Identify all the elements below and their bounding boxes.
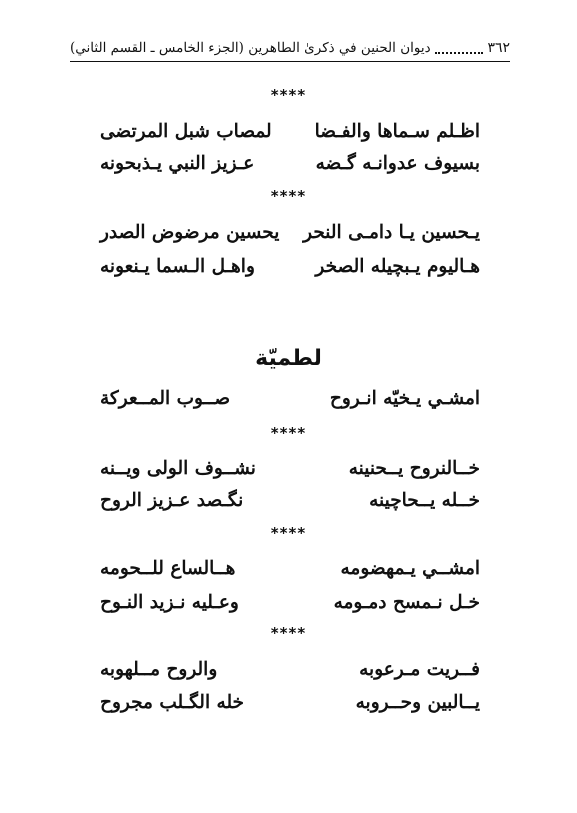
verse-hemistich-left: وعـليه نـزيد النـوح bbox=[100, 591, 239, 613]
verse-hemistich-left: صــوب المــعركة bbox=[100, 387, 231, 409]
verse-hemistich-left: والروح مــلهوبه bbox=[100, 658, 218, 680]
verse-hemistich-left: يحسين مرضوض الصدر bbox=[100, 221, 280, 243]
book-title: ديوان الحنين في ذكرىٰ الطاهرين (الجزء الخامس ـ القسم الثاني) bbox=[70, 39, 431, 56]
verse-line bbox=[100, 587, 480, 617]
verse-hemistich-right: خـل نـمسح دمـومه bbox=[333, 591, 480, 613]
verse-hemistich-right: يــالبين وحــروبه bbox=[355, 691, 480, 713]
header-dot-leader bbox=[435, 42, 484, 54]
stanza-separator: **** bbox=[270, 187, 307, 205]
running-header bbox=[70, 36, 510, 62]
verse-line bbox=[100, 687, 480, 717]
verse-hemistich-right: خــله يــحاچينه bbox=[369, 489, 480, 511]
verse-line bbox=[100, 485, 480, 515]
verse-line bbox=[100, 217, 480, 247]
verse-hemistich-right: اظـلم سـماها والفـضا bbox=[314, 120, 480, 142]
verse-line bbox=[100, 383, 480, 413]
verse-line bbox=[100, 148, 480, 178]
verse-hemistich-left: خله الگـلب مجروح bbox=[100, 691, 244, 713]
verse-hemistich-left: عـزيز النبي يـذبحونه bbox=[100, 152, 255, 174]
verse-hemistich-right: هـاليوم يـبچيله الصخر bbox=[315, 255, 480, 277]
verse-hemistich-left: هــالساع للــحومه bbox=[100, 557, 236, 579]
verse-line bbox=[100, 654, 480, 684]
verse-hemistich-right: امشــي يـمهضومه bbox=[340, 557, 480, 579]
verse-hemistich-right: امشـي يـخيّه انـروح bbox=[329, 387, 480, 409]
verse-hemistich-right: فــريت مـرعوبه bbox=[359, 658, 480, 680]
verse-hemistich-left: نشــوف الولى ويــنه bbox=[100, 457, 256, 479]
verse-hemistich-right: بسيوف عدوانـه گـضه bbox=[315, 152, 480, 174]
verse-hemistich-right: خــالنروح يــحنينه bbox=[348, 457, 480, 479]
verse-hemistich-right: يـحسين يـا دامـى النحر bbox=[303, 221, 480, 243]
verse-line bbox=[100, 453, 480, 483]
stanza-separator: **** bbox=[270, 424, 307, 442]
verse-hemistich-left: واهـل الـسما يـنعونه bbox=[100, 255, 255, 277]
verse-line bbox=[100, 251, 480, 281]
section-title: لطميّة bbox=[255, 346, 322, 371]
verse-line bbox=[100, 553, 480, 583]
verse-hemistich-left: نگـصد عـزيز الروح bbox=[100, 489, 244, 511]
stanza-separator: **** bbox=[270, 524, 307, 542]
stanza-separator: **** bbox=[270, 86, 307, 104]
page-number: ٣٦٢ bbox=[487, 39, 510, 56]
verse-line bbox=[100, 116, 480, 146]
stanza-separator: **** bbox=[270, 624, 307, 642]
verse-hemistich-left: لمصاب شبل المرتضى bbox=[100, 120, 272, 142]
